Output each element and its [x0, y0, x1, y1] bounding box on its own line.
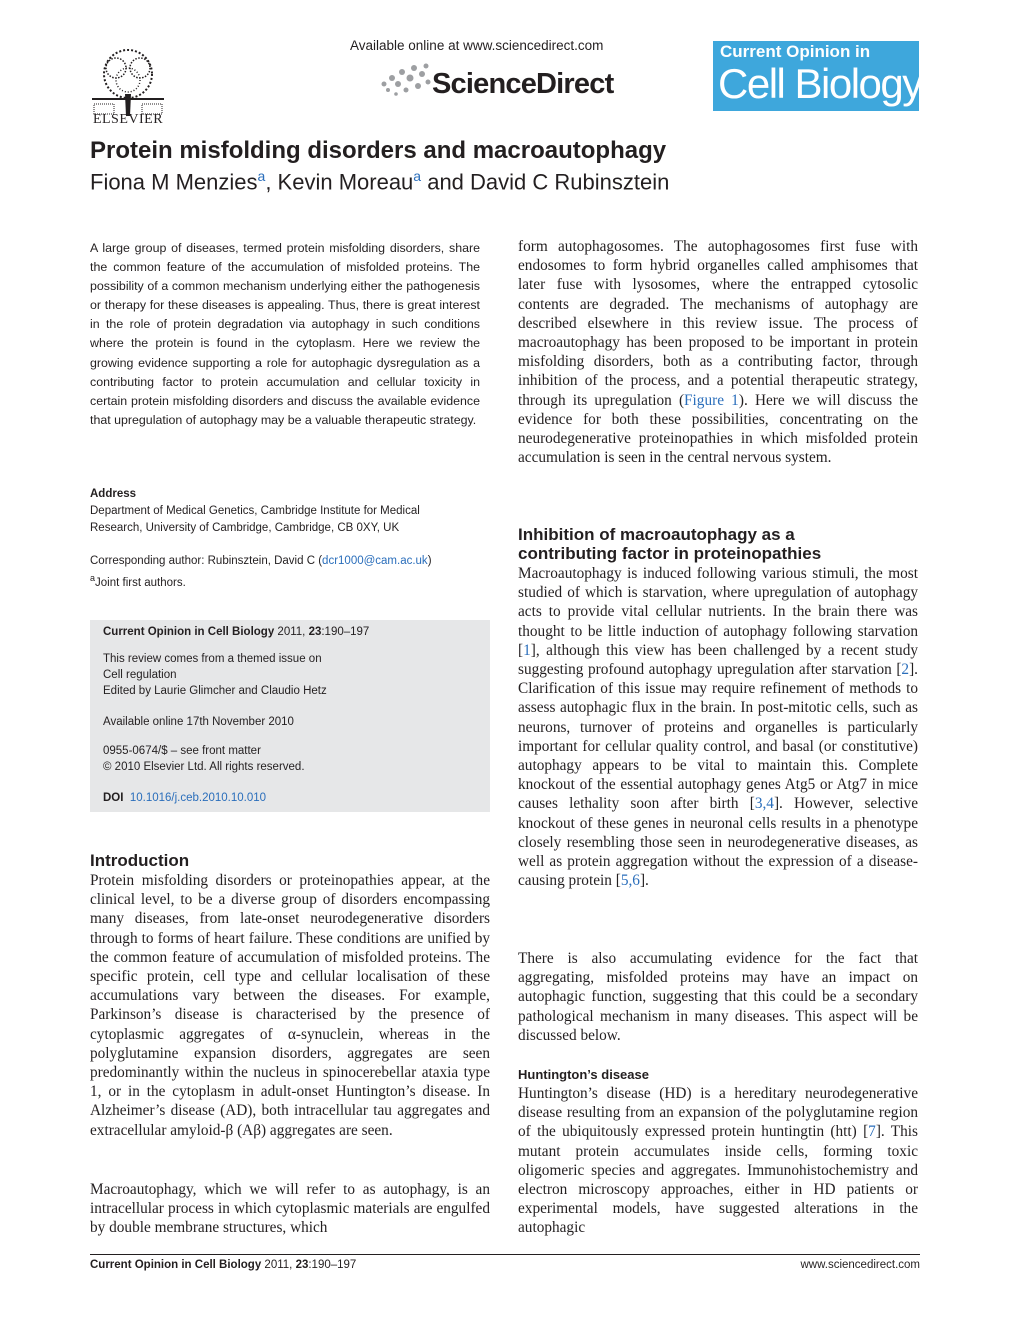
body-paragraph [518, 1084, 918, 1238]
body-paragraph: There is also accumulating evidence for the fact that aggregating, misfolded proteins may have an impact on autophagic function, suggesting that this could be a secondary pathological mechanism in many diseases. This aspect will be discussed below. [518, 950, 918, 1044]
author-name: David C Rubinsztein [470, 169, 670, 195]
author-separator: , [265, 169, 278, 195]
theme-line: Edited by Laurie Glimcher and Claudio Hetz [103, 685, 327, 697]
text-run: Macroautophagy is induced following various stimuli, the most studied of which is starvation, where upregulation of autophagy acts to provide vital cellular nutrients. In the brain there was thought to be little induction of autophagy following starvation [ [518, 565, 918, 659]
sciencedirect-logo-text: ScienceDirect [432, 68, 614, 100]
address-text [90, 503, 480, 537]
author-name: Fiona M Menzies [90, 169, 258, 195]
article-info-box [90, 620, 490, 812]
theme-line: This review comes from a themed issue on [103, 653, 322, 665]
author-affiliation-mark: a [413, 168, 422, 184]
abstract: A large group of diseases, termed protein misfolding disorders, share the common feature of the accumulation of misfolded proteins. The possibility of a common mechanism underlying either the pathogenesis or therapy for these diseases is appealing. Thus, there is great interest in the role of protein degradation via autophagy in such conditions where the protein is found in the cytoplasm. Here we review the growing evidence supporting a role for autophagic dysregulation as a contributing factor to protein accumulation and cellular toxicity in certain protein misfolding disorders and discuss the available evidence that upregulation of autophagy may be a valuable therapeutic strategy. [90, 241, 480, 427]
journal-name: Current Opinion in Cell Biology [103, 626, 275, 638]
address-line: Research, University of Cambridge, Cambridge, CB 0XY, UK [90, 522, 400, 534]
figure-link[interactable]: Figure 1 [684, 391, 739, 409]
author-name: Kevin Moreau [277, 169, 414, 195]
author-separator: and [421, 169, 471, 195]
heading-line: contributing factor in proteinopathies [518, 544, 822, 563]
citation-pages: :190–197 [321, 626, 370, 638]
footer-divider [90, 1254, 920, 1255]
text-run: form autophagosomes. The autophagosomes first fuse with endosomes to form hybrid organelles called amphisomes that later fuse with lysosomes, where the entrapped cytosolic contents are degraded. The mechanisms of autophagy are described elsewhere in this review issue. The process of macroautophagy has been proposed to be important in protein misfolding disorders, both as a contributing factor, through inhibition of the process, and a potential therapeutic strategy, through its upregulation ( [518, 238, 918, 409]
text-run: Huntington’s disease (HD) is a hereditary neurodegenerative disease resulting from an expansion of the polyglutamine region of the ubiquitously expressed protein huntingtin (htt) [ [518, 1085, 918, 1141]
corresponding-prefix: Corresponding author: Rubinsztein, David C ( [90, 555, 323, 567]
journal-logo-line1: Current Opinion in [720, 42, 871, 61]
reference-link[interactable]: 2 [901, 661, 910, 679]
doi-link[interactable]: 10.1016/j.ceb.2010.10.010 [129, 792, 267, 804]
journal-logo-line2: Cell Biology [718, 60, 922, 107]
body-paragraph [518, 564, 918, 890]
reference-link[interactable]: 1 [523, 641, 531, 659]
text-run: ). Here we will discuss the evidence for both these possibilities, concentrating on the neurodegenerative proteinopathies in which misfolded protein accumulation is seen in the central nervous system. [518, 391, 918, 467]
theme-line: Cell regulation [103, 669, 177, 681]
doi-label: DOI [103, 792, 124, 804]
citation-year: 2011, [274, 626, 309, 638]
body-paragraph [518, 237, 918, 467]
issn-line: 0955-0674/$ – see front matter [103, 745, 261, 757]
section-heading-introduction: Introduction [90, 851, 190, 870]
author-list [90, 168, 669, 195]
corresponding-author [90, 553, 490, 592]
doi-line [103, 790, 266, 807]
address-heading: Address [90, 488, 137, 500]
journal-logo-box [713, 41, 922, 111]
heading-line: Inhibition of macroautophagy as a [518, 525, 795, 544]
subsection-heading-huntingtons: Huntington’s disease [518, 1067, 649, 1082]
footer-volume: 23 [295, 1259, 309, 1271]
available-online-text: Available online at www.sciencedirect.com [350, 38, 604, 53]
reference-link[interactable]: 7 [868, 1123, 876, 1141]
footer-citation [90, 1259, 356, 1271]
footer-pages: :190–197 [308, 1259, 357, 1271]
intro-paragraph: Macroautophagy, which we will refer to as autophagy, is an intracellular process in which cytoplasmic materials are engulfed by double membrane structures, which [90, 1181, 490, 1237]
available-date: Available online 17th November 2010 [103, 716, 294, 728]
text-run: ]. However, selective knockout of these genes in neuronal cells results in a phenotype closely resembling those seen in neurodegenerative diseases, as well as protein aggregation without the expression of a disease-causing protein [ [518, 795, 918, 890]
citation-volume: 23 [308, 626, 322, 638]
text-run: ]. Clarification of this issue may require refinement of methods to assess autophagic flux in the brain. In post-mitotic cells, such as neurons, turnover of proteins and organelles is particularly important for cellular quality control, and basal (or constitutive) autophagy appears to be vital to maintain this. Complete knockout of the essential autophagy genes Atg5 or Atg7 in mice causes lethality soon after birth [ [518, 661, 918, 813]
email-link[interactable]: dcr1000@cam.ac.uk [322, 555, 428, 567]
publisher-name: ELSEVIER [92, 112, 164, 127]
article-title: Protein misfolding disorders and macroautophagy [90, 137, 667, 164]
corresponding-suffix: ) [427, 555, 432, 567]
text-run: ]. [639, 872, 649, 890]
copyright-line: © 2010 Elsevier Ltd. All rights reserved. [103, 761, 305, 773]
citation-line [103, 624, 369, 641]
text-run: ], although this view has been challenged by a recent study suggesting profound autophagy upregulation after starvation [ [518, 641, 918, 679]
reference-link[interactable]: 3,4 [754, 795, 774, 813]
footer-journal: Current Opinion in Cell Biology [90, 1259, 262, 1271]
section-heading-inhibition [518, 525, 821, 563]
intro-paragraph: Protein misfolding disorders or proteinopathies appear, at the clinical level, to be a diverse group of disorders encompassing many diseases, from late-onset neurodegenerative disorders through to forms of heart failure. These conditions are unified by the common feature of accumulation of misfolded proteins. The specific protein, cell type and cellular localisation of these accumulations vary between the diseases. For example, Parkinson’s disease is characterised by the presence of cytoplasmic aggregates of α-synuclein, whereas in the polyglutamine expansion disorders, aggregates are seen predominantly within the nucleus in spinocerebellar ataxia type 1, or in the cytoplasm in adult-onset Huntington’s disease. In Alzheimer’s disease (AD), both intracellular tau aggregates and extracellular amyloid-β (Aβ) aggregates are seen. [90, 872, 490, 1139]
footer-url[interactable]: www.sciencedirect.com [800, 1259, 920, 1271]
text-run: ]. This mutant protein accumulates inside cells, forming toxic oligomeric species and aggregates. Immunohistochemistry and electron microscopy approaches, either in HD patients or experimental models, have suggested alterations in the autophagic [518, 1123, 918, 1237]
address-line: Department of Medical Genetics, Cambridge Institute for Medical [90, 505, 420, 517]
author-affiliation-mark: a [257, 168, 266, 184]
reference-link[interactable]: 5,6 [620, 872, 640, 890]
joint-author-mark: a [90, 573, 96, 583]
joint-authors-note: Joint first authors. [95, 576, 186, 589]
footer-year: 2011, [261, 1259, 296, 1271]
